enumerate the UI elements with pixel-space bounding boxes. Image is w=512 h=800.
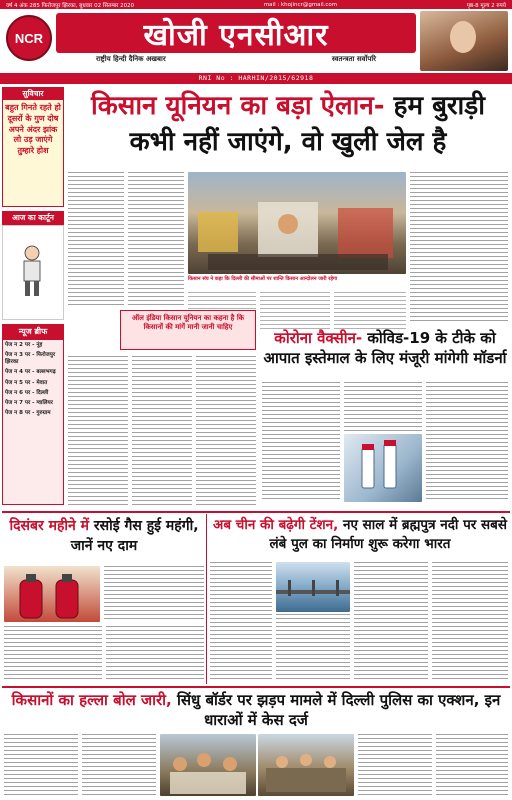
corona-headline-red: कोरोना वैक्सीन- [274,329,363,347]
boxed-body-col-3 [196,356,256,506]
lead-body-col-5 [260,292,330,330]
lead-body-col-1 [68,172,124,308]
cartoon-title: आज का कार्टून [2,211,64,225]
gas-headline-black: रसोई गैस हुई महंगी, जानें नए दाम [70,518,199,554]
suvichar-title: सुविचार [3,88,63,100]
section-divider [2,686,510,688]
vaccine-vial-icon [344,434,422,502]
china-headline-red: अब चीन की बढ़ेगी टेंशन, [213,517,339,533]
lead-photo-protest [188,172,406,274]
bridge-photo [276,562,350,612]
tagline-right: स्वतन्त्रता सर्वोपरि [331,55,376,63]
newspaper-title: खोजी एनसीआर [56,13,416,53]
corona-body-col-1 [262,382,340,502]
tagline-left: राष्ट्रीय हिन्दी दैनिक अखबार [96,55,166,63]
cartoon-figure-icon [17,244,47,298]
farmer-body-col-1 [4,734,78,796]
masthead-photo [420,11,508,71]
farmer-headline-black: सिंधु बॉर्डर पर झड़प मामले में दिल्ली पुलिस का एक्शन, इन धाराओं में केस दर्ज [176,691,501,729]
brief-item[interactable]: पेज न 5 पर - मेवात [5,379,48,386]
brief-item[interactable]: पेज न 7 पर - ग्वालियर [5,399,53,406]
column-divider [206,514,207,684]
left-sidebar [2,87,64,507]
farmer-body-col-2 [82,734,156,796]
gas-cylinder-photo [4,566,100,622]
vaccine-photo [344,434,422,502]
gas-body-col-3 [106,626,204,682]
lead-body-col-6 [334,292,406,330]
farmer-photo-1 [160,734,256,796]
farmer-crowd-icon [160,734,256,796]
brief-item[interactable]: पेज न 8 पर - गुरुग्राम [5,409,51,416]
boxed-subheadline[interactable]: ऑल इंडिया किसान यूनियन का कहना है कि किसानों की मांगें मानी जानी चाहिए [120,310,256,350]
farmer-photo-2 [258,734,354,796]
gas-body-col-1 [104,566,204,622]
gas-headline-red: दिसंबर महीने में [9,518,90,534]
corona-headline-black: कोविड-19 के टीके को आपात इस्तेमाल के लिए मंजूरी मांगेगी मॉडर्ना [263,329,507,367]
gas-headline[interactable] [4,516,204,562]
news-brief-list [2,339,64,505]
news-brief-title: न्यूज ब्रीफ [2,324,64,339]
lead-body-col-3 [410,172,508,322]
bridge-icon [276,562,350,612]
brief-item[interactable]: पेज न 3 पर - फिरोजपुर झिरका [5,352,56,366]
china-body-col-2 [276,614,350,682]
page-price-info: पृष्ठ-8 मूल्य 2 रुपये [466,2,506,9]
gas-cylinder-icon [4,566,100,622]
china-headline[interactable] [210,516,510,558]
corona-body-col-2 [344,382,422,432]
issue-info: वर्ष 4 अंक 285 फिरोजपुर झिरका, बुधवार 02 सितम्बर 2020 [6,2,135,9]
lead-body-col-2 [128,172,184,308]
lead-headline[interactable] [68,88,508,168]
farmer-headline[interactable] [4,690,508,730]
boxed-body-col-1 [68,356,128,506]
lead-headline-black: हम बुराड़ी कभी नहीं जाएंगे, वो खुली जेल है [129,91,485,157]
brief-item[interactable]: पेज न 4 पर - बल्लभगढ़ [5,369,56,376]
section-divider [2,511,510,513]
suvichar-box [2,87,64,207]
logo-text: NCR [14,30,44,46]
police-crowd-icon [258,734,354,796]
farmer-body-col-3 [358,734,432,796]
china-body-col-1 [210,562,272,682]
suvichar-text: बहुत गिनते रहते हो दूसरों के गुण दोष अपने अंदर झांक लो उड़ जाएंगे तुम्हारे होश [5,103,61,156]
rni-bar: RNI No : HARHIN/2015/62918 [0,73,512,84]
cartoon-image [2,225,64,320]
issue-strip [0,0,512,9]
china-body-col-4 [432,562,508,682]
corona-headline[interactable] [260,328,510,378]
farmer-headline-red: किसानों का हल्ला बोल जारी, [11,691,172,709]
lead-photo-caption: किसान संघ ने कहा कि दिल्ली की सीमाओं पर शान्ति किसान आन्दोलन जारी रहेगा [188,276,338,282]
gas-body-col-2 [4,626,102,682]
farmer-body-col-4 [436,734,508,796]
masthead [0,9,512,73]
china-headline-black: नए साल में ब्रह्मपुत्र नदी पर सबसे लंबे पुल का निर्माण शुरू करेगा भारत [269,517,507,552]
email-info: mail : khojincr@gmail.com [263,1,338,8]
brief-item[interactable]: पेज न 6 पर - दिल्ली [5,389,49,396]
ncr-logo [6,15,52,61]
china-body-col-3 [354,562,428,682]
protest-scene-icon [188,172,406,274]
lead-headline-red: किसान यूनियन का बड़ा ऐलान- [91,91,385,121]
tagline-row [56,55,416,69]
corona-body-col-3 [426,382,508,502]
brief-item[interactable]: पेज न 2 पर - नूंह [5,342,43,348]
boxed-body-col-2 [132,356,192,506]
